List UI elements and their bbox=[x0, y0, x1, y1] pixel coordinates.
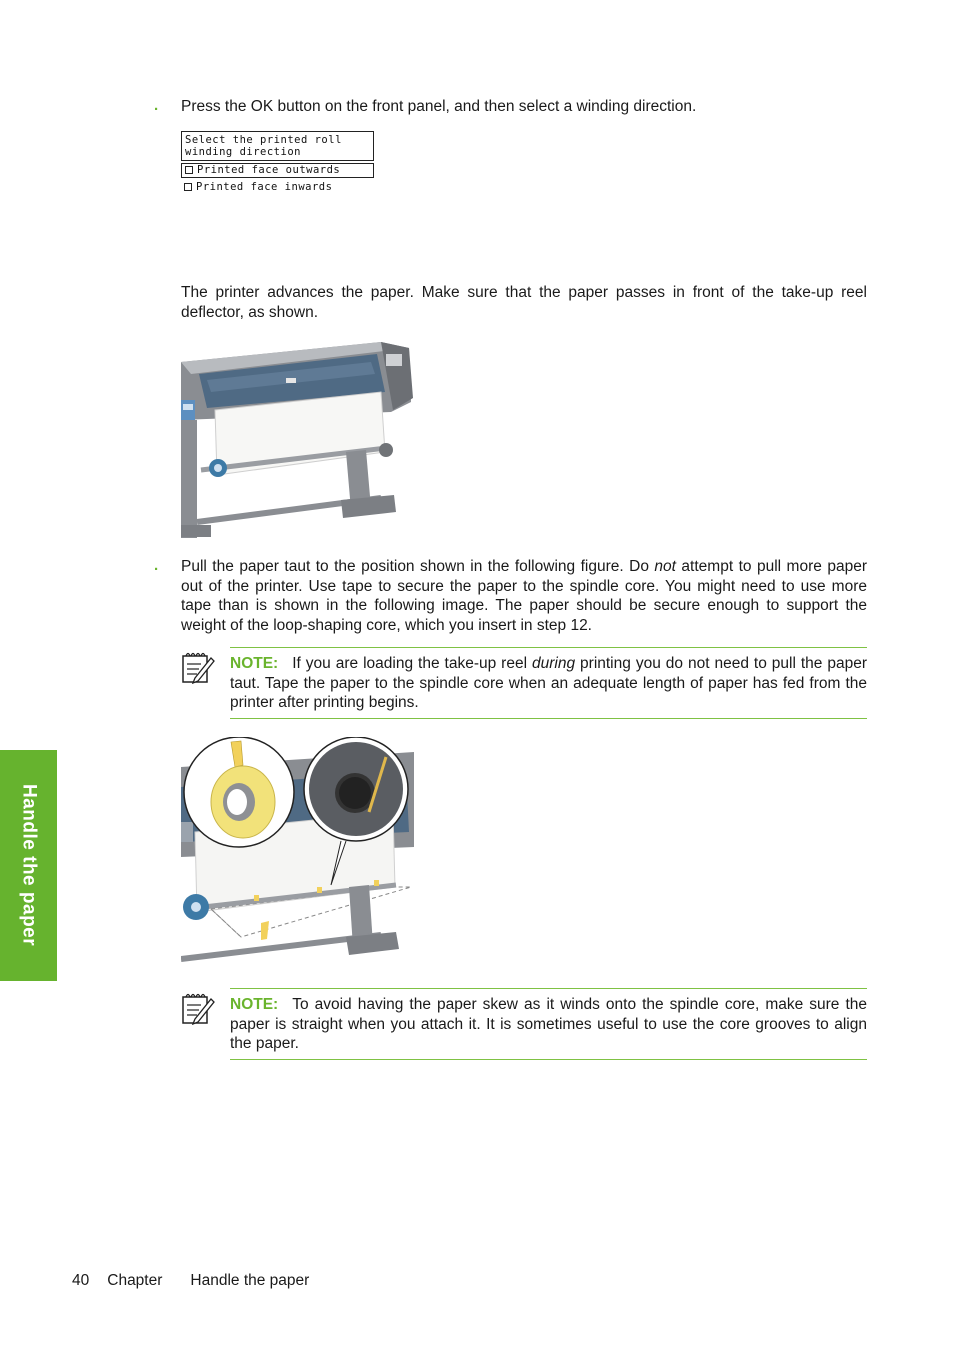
note-label: NOTE: bbox=[230, 996, 279, 1013]
footer-chapter-label: Chapter bbox=[107, 1272, 163, 1289]
panel-prompt bbox=[181, 131, 374, 161]
step-text: Pull the paper taut to the position shown in the following figure. Do not attempt to pull more paper out of the printer. Use tape to secure the paper to the spindle core. You might need to use more tape than is shown in the following image. The paper should be secure enough to support the weight of the loop-shaping core, which you insert in step 12. bbox=[181, 558, 867, 634]
front-panel-display bbox=[181, 131, 374, 194]
note-text: NOTE: To avoid having the paper skew as it winds onto the spindle core, make sure the paper is straight when you attach it. It is sometimes useful to use the core grooves to align the paper. bbox=[230, 996, 867, 1052]
step-bullet: . bbox=[154, 97, 159, 114]
note-rule-top bbox=[230, 988, 867, 989]
step-bullet: . bbox=[154, 557, 159, 574]
note-text: NOTE: If you are loading the take-up reel during printing you do not need to pull the paper taut. Tape the paper to the spindle core when an adequate length of paper has fed from the printer after printing begins. bbox=[230, 655, 867, 711]
note-icon bbox=[181, 991, 215, 1025]
checkbox-icon bbox=[185, 166, 193, 174]
note-label: NOTE: bbox=[230, 655, 279, 672]
footer-chapter-title: Handle the paper bbox=[190, 1272, 310, 1289]
page-footer bbox=[72, 1272, 309, 1290]
note-rule-top bbox=[230, 647, 867, 648]
tape-illustration bbox=[181, 737, 414, 965]
note-rule-bottom bbox=[230, 1059, 867, 1060]
panel-option-inwards[interactable] bbox=[181, 180, 374, 194]
note-rule-bottom bbox=[230, 718, 867, 719]
page-number: 40 bbox=[72, 1272, 90, 1289]
advance-paragraph: The printer advances the paper. Make sure that the paper passes in front of the take-up reel deflector, as shown. bbox=[181, 284, 867, 321]
chapter-side-tab bbox=[0, 750, 57, 981]
panel-prompt-line2: winding direction bbox=[185, 146, 301, 158]
option-label: Printed face inwards bbox=[196, 181, 333, 193]
option-label: Printed face outwards bbox=[197, 164, 341, 176]
step-text: Press the OK button on the front panel, and then select a winding direction. bbox=[181, 98, 697, 115]
printer-illustration bbox=[181, 340, 414, 540]
panel-option-outwards[interactable] bbox=[181, 163, 374, 178]
checkbox-icon bbox=[184, 183, 192, 191]
panel-prompt-line1: Select the printed roll bbox=[185, 134, 342, 146]
side-tab-label: Handle the paper bbox=[18, 784, 40, 947]
note-icon bbox=[181, 650, 215, 684]
